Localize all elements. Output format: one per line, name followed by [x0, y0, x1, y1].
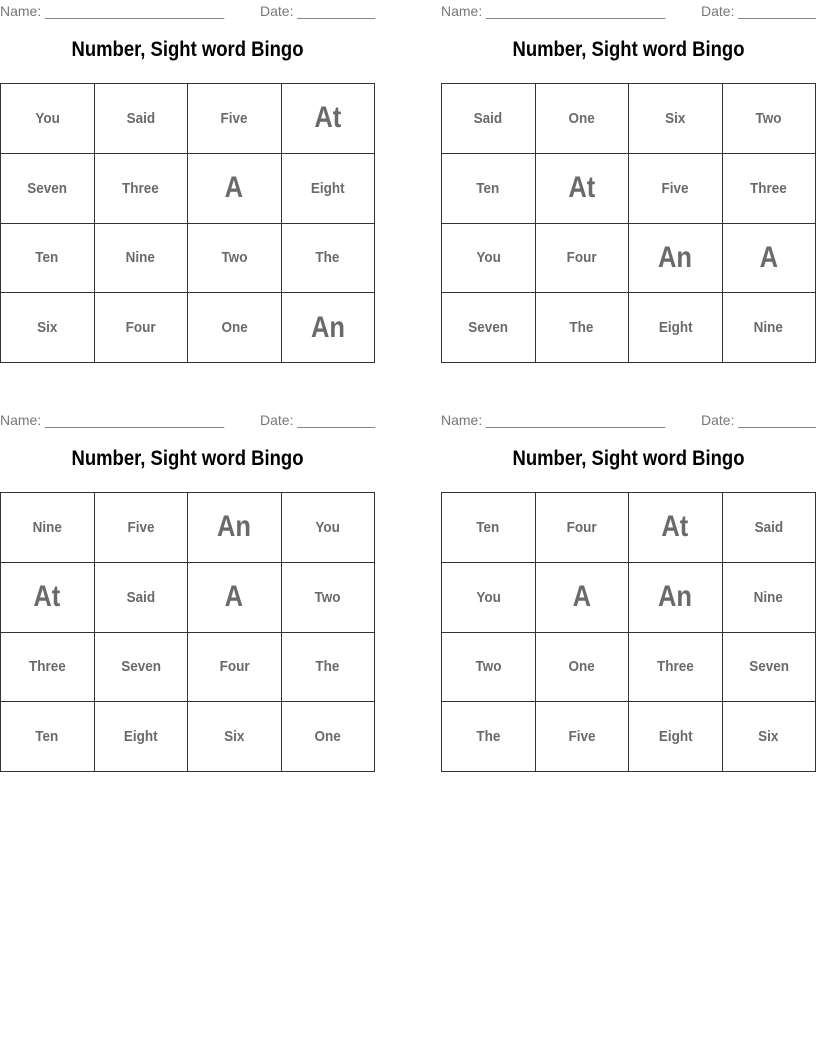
bingo-cell [188, 493, 282, 563]
bingo-cell [95, 84, 189, 154]
bingo-word: Eight [123, 728, 158, 746]
card-title: Number, Sight word Bingo [512, 447, 745, 470]
bingo-word: A [225, 580, 244, 614]
bingo-cell [536, 633, 630, 703]
bingo-cell [723, 702, 816, 772]
bingo-word: An [310, 310, 345, 344]
header-fields [441, 409, 816, 431]
bingo-cell [536, 493, 630, 563]
bingo-word: Five [127, 518, 155, 536]
bingo-cell [723, 293, 816, 363]
bingo-word: Eight [310, 179, 345, 197]
bingo-word: Nine [126, 249, 156, 267]
bingo-cell [629, 224, 723, 294]
bingo-cell [723, 633, 816, 703]
bingo-word: Nine [754, 319, 784, 337]
bingo-cell [188, 293, 282, 363]
bingo-cell [536, 154, 630, 224]
bingo-word: Five [661, 179, 689, 197]
bingo-word: At [314, 101, 342, 135]
date-field: Date: __________ [701, 3, 816, 19]
bingo-word: You [476, 249, 501, 267]
bingo-cell [1, 224, 95, 294]
bingo-word: A [225, 171, 244, 205]
bingo-cell [1, 702, 95, 772]
bingo-word: Four [219, 658, 250, 676]
bingo-word: At [661, 510, 689, 544]
bingo-word: One [314, 728, 341, 746]
bingo-cell [282, 293, 376, 363]
bingo-word: Four [566, 518, 597, 536]
bingo-cell [536, 563, 630, 633]
bingo-word: At [568, 171, 596, 205]
bingo-word: Five [568, 728, 596, 746]
date-field: Date: __________ [260, 412, 376, 428]
bingo-cell [282, 493, 376, 563]
bingo-cell [95, 154, 189, 224]
bingo-word: An [658, 240, 693, 274]
bingo-word: Three [656, 658, 694, 676]
bingo-cell [95, 563, 189, 633]
name-field: Name: _______________________ [441, 3, 666, 19]
bingo-word: You [35, 109, 60, 127]
bingo-cell [442, 493, 536, 563]
bingo-cell [188, 702, 282, 772]
bingo-cell [442, 702, 536, 772]
header-fields [0, 409, 375, 431]
bingo-word: An [217, 510, 252, 544]
card-title: Number, Sight word Bingo [512, 38, 745, 61]
bingo-cell [282, 154, 376, 224]
bingo-cell [282, 224, 376, 294]
bingo-word: The [476, 728, 501, 746]
bingo-cell [536, 293, 630, 363]
bingo-cell [1, 84, 95, 154]
bingo-cell [629, 84, 723, 154]
bingo-word: Five [220, 109, 248, 127]
bingo-cell [188, 563, 282, 633]
bingo-word: Six [758, 728, 779, 746]
bingo-card-1 [0, 0, 376, 344]
bingo-cell [1, 493, 95, 563]
bingo-cell [95, 633, 189, 703]
bingo-word: Ten [476, 179, 500, 197]
bingo-cell [442, 154, 536, 224]
bingo-cell [629, 702, 723, 772]
bingo-word: Said [126, 588, 156, 606]
bingo-word: Three [122, 179, 160, 197]
bingo-grid [0, 492, 375, 772]
bingo-cell [629, 293, 723, 363]
bingo-word: An [658, 580, 693, 614]
bingo-word: Ten [35, 728, 59, 746]
header-fields [0, 0, 375, 22]
bingo-word: One [221, 319, 248, 337]
bingo-cell [723, 563, 816, 633]
bingo-cell [95, 224, 189, 294]
bingo-cell [282, 702, 376, 772]
bingo-word: Four [125, 319, 156, 337]
bingo-cell [95, 493, 189, 563]
bingo-word: Seven [468, 319, 509, 337]
bingo-cell [629, 493, 723, 563]
bingo-cell [629, 563, 723, 633]
bingo-cell [188, 84, 282, 154]
date-field: Date: __________ [260, 3, 376, 19]
bingo-word: Six [665, 109, 686, 127]
bingo-cell [723, 84, 816, 154]
bingo-cell [536, 84, 630, 154]
card-title: Number, Sight word Bingo [71, 447, 304, 470]
bingo-cell [536, 702, 630, 772]
bingo-word: You [315, 518, 340, 536]
bingo-word: Eight [658, 319, 693, 337]
bingo-cell [188, 224, 282, 294]
bingo-word: The [569, 319, 594, 337]
bingo-cell [629, 633, 723, 703]
bingo-word: Two [755, 109, 782, 127]
bingo-card-4 [441, 409, 816, 746]
bingo-word: Ten [476, 518, 500, 536]
bingo-word: At [33, 580, 61, 614]
bingo-word: Four [566, 249, 597, 267]
bingo-word: Nine [754, 588, 784, 606]
bingo-card-3 [0, 409, 376, 746]
name-field: Name: _______________________ [441, 412, 666, 428]
bingo-word: A [759, 240, 778, 274]
header-fields [441, 0, 816, 22]
bingo-word: Six [224, 728, 245, 746]
bingo-word: The [315, 658, 340, 676]
bingo-cell [282, 633, 376, 703]
bingo-cell [188, 633, 282, 703]
bingo-cell [629, 154, 723, 224]
bingo-card-2 [441, 0, 816, 337]
bingo-grid [0, 83, 375, 363]
bingo-cell [95, 293, 189, 363]
bingo-cell [188, 154, 282, 224]
bingo-grid [441, 83, 816, 363]
bingo-word: Two [314, 588, 341, 606]
bingo-word: One [568, 109, 595, 127]
bingo-cell [442, 84, 536, 154]
bingo-cell [95, 702, 189, 772]
bingo-word: Said [126, 109, 156, 127]
bingo-cell [442, 293, 536, 363]
date-field: Date: __________ [701, 412, 816, 428]
bingo-word: Six [37, 319, 58, 337]
bingo-cell [442, 633, 536, 703]
name-field: Name: _______________________ [0, 412, 225, 428]
bingo-cell [442, 224, 536, 294]
bingo-word: Seven [27, 179, 68, 197]
bingo-word: Said [754, 518, 784, 536]
bingo-cell [723, 493, 816, 563]
bingo-word: Three [750, 179, 788, 197]
bingo-word: Two [475, 658, 502, 676]
bingo-cell [1, 633, 95, 703]
bingo-word: Three [28, 658, 66, 676]
bingo-cell [282, 84, 376, 154]
bingo-word: You [476, 588, 501, 606]
bingo-cell [282, 563, 376, 633]
bingo-word: Seven [120, 658, 161, 676]
name-field: Name: _______________________ [0, 3, 225, 19]
bingo-word: Nine [32, 518, 62, 536]
bingo-word: Eight [658, 728, 693, 746]
bingo-word: The [315, 249, 340, 267]
bingo-cell [1, 154, 95, 224]
bingo-word: One [568, 658, 595, 676]
bingo-grid [441, 492, 816, 772]
bingo-cell [1, 563, 95, 633]
bingo-word: Ten [35, 249, 59, 267]
bingo-word: Seven [748, 658, 789, 676]
bingo-cell [723, 154, 816, 224]
bingo-cell [1, 293, 95, 363]
bingo-cell [442, 563, 536, 633]
bingo-word: Two [221, 249, 248, 267]
bingo-cell [536, 224, 630, 294]
bingo-word: A [572, 580, 591, 614]
bingo-cell [723, 224, 816, 294]
card-title: Number, Sight word Bingo [71, 38, 304, 61]
bingo-word: Said [473, 109, 503, 127]
